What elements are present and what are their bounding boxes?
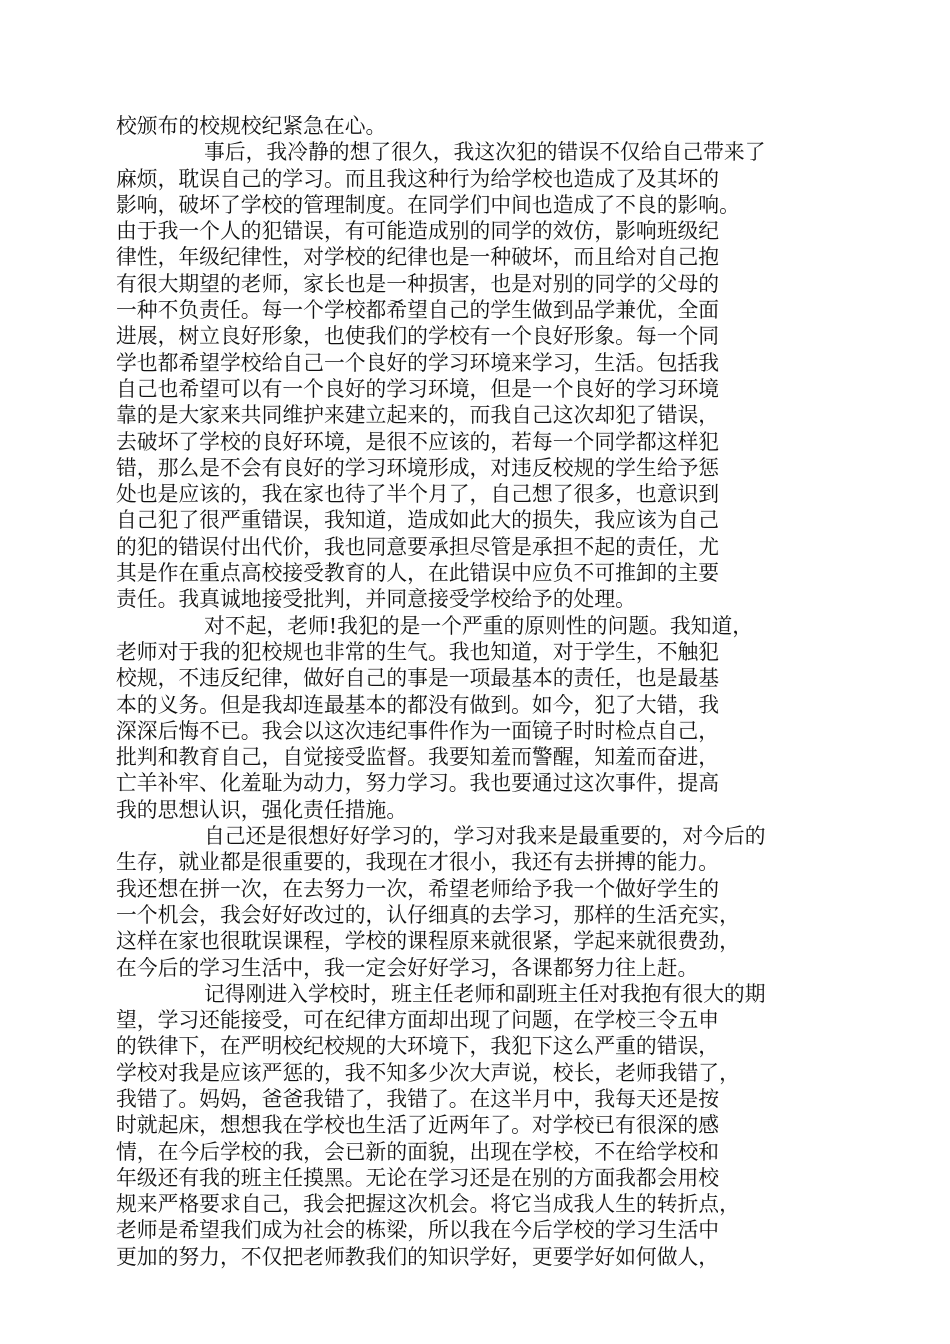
- text-line: 自己还是很想好好学习的，学习对我来是最重要的，对今后的: [204, 824, 766, 849]
- text-line: 学也都希望学校给自己一个良好的学习环境来学习，生活。包括我: [116, 350, 720, 375]
- text-line: 本的义务。但是我却连最基本的都没有做到。如今，犯了大错，我: [116, 692, 720, 717]
- text-line: 我错了。妈妈，爸爸我错了，我错了。在这半月中，我每天还是按: [116, 1086, 720, 1111]
- text-line: 由于我一个人的犯错误，有可能造成别的同学的效仿，影响班级纪: [116, 219, 720, 244]
- text-line: 影响，破坏了学校的管理制度。在同学们中间也造成了不良的影响。: [116, 192, 740, 217]
- text-line: 一种不负责任。每一个学校都希望自己的学生做到品学兼优，全面: [116, 298, 720, 323]
- text-line: 校规，不违反纪律，做好自己的事是一项最基本的责任，也是最基: [116, 666, 720, 691]
- text-line: 望，学习还能接受，可在纪律方面却出现了问题，在学校三令五申: [116, 1008, 720, 1033]
- text-line: 深深后悔不已。我会以这次违纪事件作为一面镜子时时检点自己，: [116, 718, 720, 743]
- text-line: 亡羊补牢、化羞耻为动力，努力学习。我也要通过这次事件，提高: [116, 771, 720, 796]
- text-line: 有很大期望的老师，家长也是一种损害，也是对别的同学的父母的: [116, 271, 720, 296]
- text-line: 对不起，老师!我犯的是一个严重的原则性的问题。我知道，: [204, 613, 754, 638]
- text-line: 靠的是大家来共同维护来建立起来的，而我自己这次却犯了错误，: [116, 403, 720, 428]
- text-line: 规来严格要求自己，我会把握这次机会。将它当成我人生的转折点，: [116, 1192, 740, 1217]
- text-line: 的犯的错误付出代价，我也同意要承担尽管是承担不起的责任，尤: [116, 534, 720, 559]
- text-line: 我还想在拼一次，在去努力一次，希望老师给予我一个做好学生的: [116, 876, 720, 901]
- text-line: 自己犯了很严重错误，我知道，造成如此大的损失，我应该为自己: [116, 508, 720, 533]
- text-line: 时就起床，想想我在学校也生活了近两年了。对学校已有很深的感: [116, 1113, 720, 1138]
- text-line: 批判和教育自己，自觉接受监督。我要知羞而警醒，知羞而奋进，: [116, 745, 720, 770]
- text-line: 错，那么是不会有良好的学习环境形成，对违反校规的学生给予惩: [116, 455, 720, 480]
- document-body: [116, 113, 836, 1270]
- text-line: 在今后的学习生活中，我一定会好好学习，各课都努力往上赶。: [116, 955, 699, 980]
- text-line: 一个机会，我会好好改过的，认仔细真的去学习，那样的生活充实，: [116, 902, 740, 927]
- text-line: 的铁律下，在严明校纪校规的大环境下，我犯下这么严重的错误，: [116, 1034, 720, 1059]
- text-line: 责任。我真诚地接受批判，并同意接受学校给予的处理。: [116, 587, 636, 612]
- text-line: 年级还有我的班主任摸黑。无论在学习还是在别的方面我都会用校: [116, 1165, 720, 1190]
- text-line: 这样在家也很耽误课程，学校的课程原来就很紧，学起来就很费劲，: [116, 929, 740, 954]
- text-line: 生存，就业都是很重要的，我现在才很小，我还有去拼搏的能力。: [116, 850, 720, 875]
- text-line: 律性，年级纪律性，对学校的纪律也是一种破坏，而且给对自己抱: [116, 245, 720, 270]
- text-line: 自己也希望可以有一个良好的学习环境，但是一个良好的学习环境: [116, 376, 720, 401]
- text-line: 我的思想认识，强化责任措施。: [116, 797, 408, 822]
- text-line: 老师是希望我们成为社会的栋梁，所以我在今后学校的学习生活中: [116, 1218, 720, 1243]
- text-line: 麻烦，耽误自己的学习。而且我这种行为给学校也造成了及其坏的: [116, 166, 720, 191]
- text-line: 事后，我冷静的想了很久，我这次犯的错误不仅给自己带来了: [204, 140, 766, 165]
- text-line: 更加的努力，不仅把老师教我们的知识学好，更要学好如何做人，: [116, 1244, 720, 1269]
- text-line: 情，在今后学校的我，会已新的面貌，出现在学校，不在给学校和: [116, 1139, 720, 1164]
- text-line: 校颁布的校规校纪紧急在心。: [116, 114, 387, 138]
- text-line: 老师对于我的犯校规也非常的生气。我也知道，对于学生，不触犯: [116, 639, 720, 664]
- text-line: 进展，树立良好形象，也使我们的学校有一个良好形象。每一个同: [116, 324, 720, 349]
- text-line: 处也是应该的，我在家也待了半个月了，自己想了很多，也意识到: [116, 482, 720, 507]
- text-line: 学校对我是应该严惩的，我不知多少次大声说，校长，老师我错了，: [116, 1060, 740, 1085]
- text-line: 去破坏了学校的良好环境，是很不应该的，若每一个同学都这样犯: [116, 429, 720, 454]
- text-line: 其是作在重点高校接受教育的人，在此错误中应负不可推卸的主要: [116, 561, 720, 586]
- text-line: 记得刚进入学校时，班主任老师和副班主任对我抱有很大的期: [204, 981, 766, 1006]
